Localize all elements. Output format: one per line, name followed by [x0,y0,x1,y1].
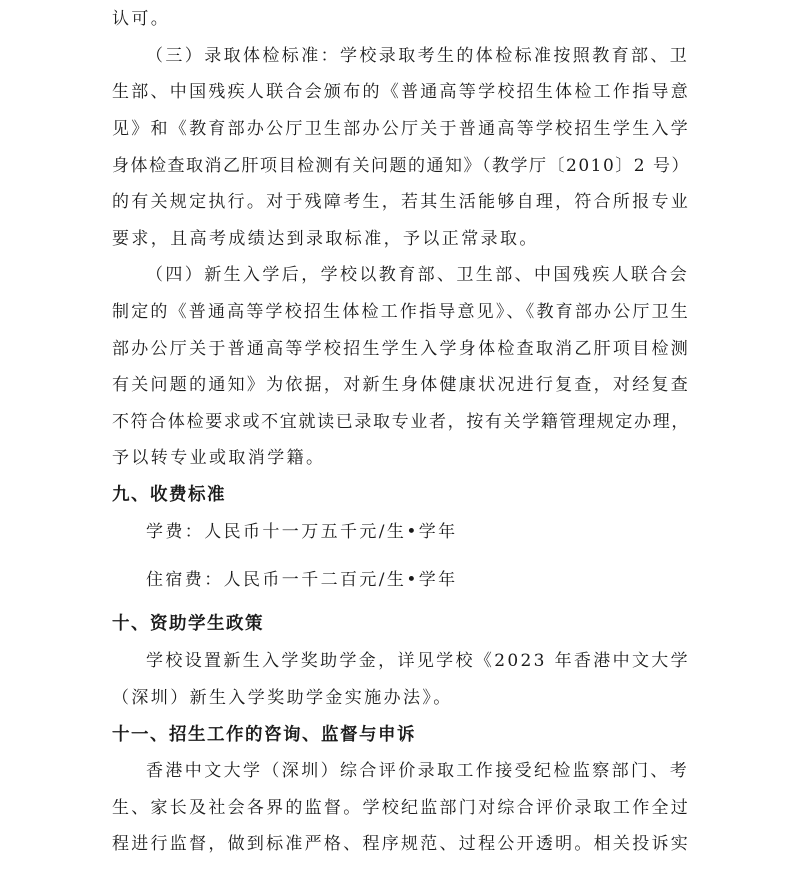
paragraph-line: 制定的《普通高等学校招生体检工作指导意见》、《教育部办公厅卫生 [112,302,690,322]
paragraph-line: 不符合体检要求或不宜就读已录取专业者，按有关学籍管理规定办理， [112,412,690,432]
paragraph-line: 有关问题的通知》为依据，对新生身体健康状况进行复查，对经复查 [112,375,690,395]
paragraph-line: 予以转专业或取消学籍。 [112,448,326,468]
paragraph-line: 部办公厅关于普通高等学校招生学生入学身体检查取消乙肝项目检测 [112,339,690,359]
paragraph-line: 学校设置新生入学奖助学金，详见学校《2023 年香港中文大学 [146,651,690,671]
paragraph-line: 身体检查取消乙肝项目检测有关问题的通知》（教学厅〔2010〕2 号） [112,156,690,176]
section-heading-financial-aid: 十、资助学生政策 [112,614,264,634]
paragraph-line: 生部、中国残疾人联合会颁布的《普通高等学校招生体检工作指导意 [112,82,690,102]
paragraph-line: 程进行监督，做到标准严格、程序规范、过程公开透明。相关投诉实 [112,834,690,854]
paragraph-line: 要求，且高考成绩达到录取标准，予以正常录取。 [112,229,539,249]
paragraph-line: 认可。 [112,9,171,29]
paragraph-line: 见》和《教育部办公厅卫生部办公厅关于普通高等学校招生学生入学 [112,119,690,139]
paragraph-line: 生、家长及社会各界的监督。学校纪监部门对综合评价录取工作全过 [112,798,690,818]
tuition-fee-line: 学费：人民币十一万五千元/生•学年 [146,522,458,542]
paragraph-line: （三）录取体检标准：学校录取考生的体检标准按照教育部、卫 [146,46,690,66]
paragraph-line: 香港中文大学（深圳）综合评价录取工作接受纪检监察部门、考 [146,761,690,781]
paragraph-line: 的有关规定执行。对于残障考生，若其生活能够自理，符合所报专业 [112,192,690,212]
section-heading-consultation: 十一、招生工作的咨询、监督与申诉 [112,725,416,745]
section-heading-fees: 九、收费标准 [112,485,226,505]
accommodation-fee-line: 住宿费：人民币一千二百元/生•学年 [146,570,458,590]
paragraph-line: （四）新生入学后，学校以教育部、卫生部、中国残疾人联合会 [146,265,690,285]
paragraph-line: （深圳）新生入学奖助学金实施办法》。 [112,688,453,708]
